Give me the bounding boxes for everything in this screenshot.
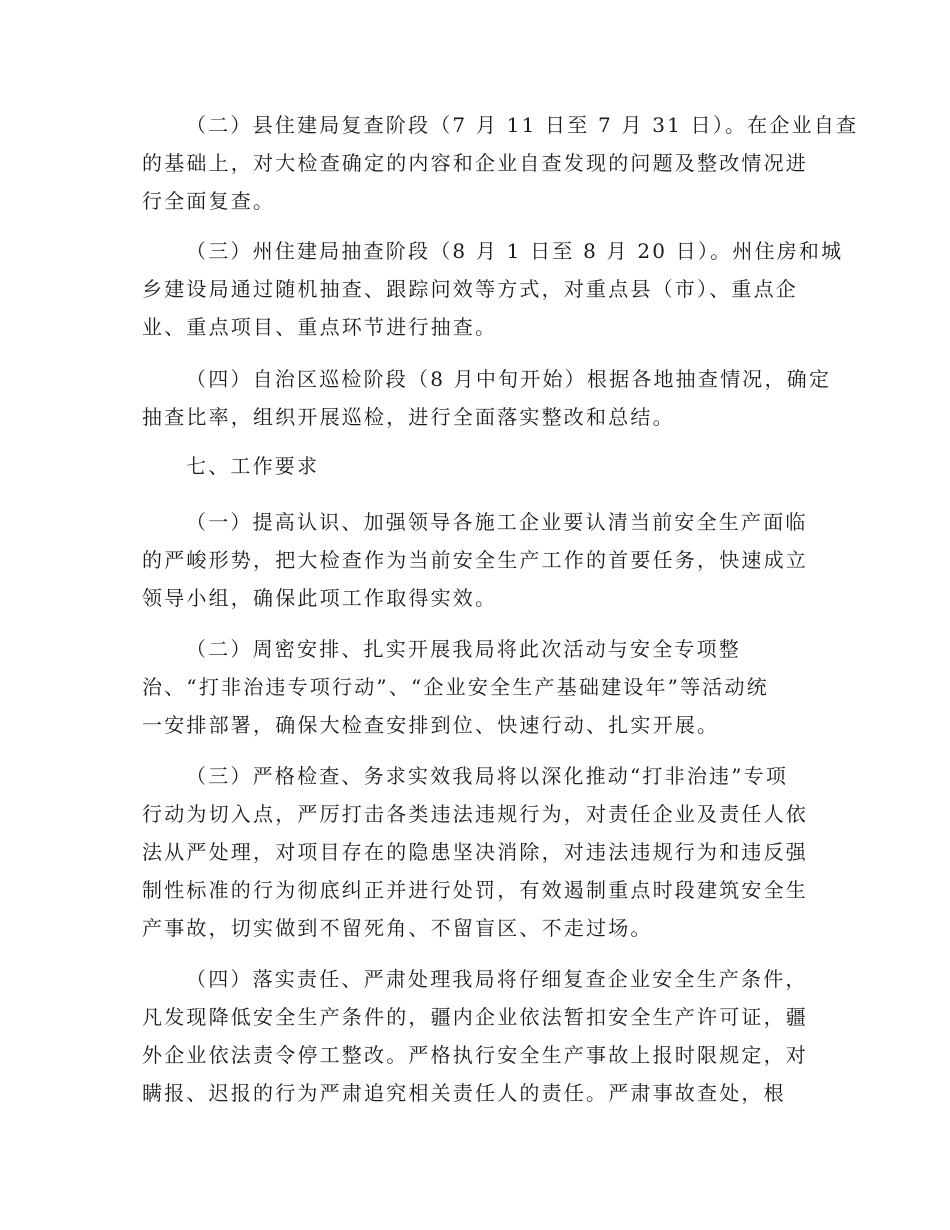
- text-line: （三）州住建局抽查阶段（8 月 1 日至 8 月 20 日）。州住房和城: [186, 239, 844, 263]
- text-line: 的基础上，对大检查确定的内容和企业自查发现的问题及整改情况进: [142, 151, 808, 175]
- text-line: 一安排部署，确保大检查安排到位、快速行动、扎实开展。: [142, 713, 720, 737]
- paragraph-requirement-responsibility: [142, 960, 822, 1112]
- text-line: （四）自治区巡检阶段（8 月中旬开始）根据各地抽查情况，确定: [186, 367, 832, 391]
- text-line: 领导小组，确保此项工作取得实效。: [142, 586, 498, 610]
- paragraph-prefecture-spot-check-stage: [142, 232, 844, 346]
- section-heading: [142, 447, 822, 485]
- text-line: 行全面复查。: [142, 189, 276, 213]
- paragraph-region-inspection-stage: [142, 360, 832, 436]
- paragraph-requirement-arrangement: [142, 630, 822, 744]
- text-line: 抽查比率，组织开展巡检，进行全面落实整改和总结。: [142, 405, 675, 429]
- text-line: （一）提高认识、加强领导各施工企业要认清当前安全生产面临: [186, 510, 808, 534]
- text-line: 外企业依法责令停工整改。严格执行安全生产事故上报时限规定，对: [142, 1043, 808, 1067]
- text-line: 行动为切入点，严厉打击各类违法违规行为，对责任企业及责任人依: [142, 802, 808, 826]
- paragraph-requirement-strict-inspection: [142, 757, 822, 947]
- paragraph-county-review-stage: [142, 106, 859, 220]
- text-line: 法从严处理，对项目存在的隐患坚决消除，对违法违规行为和违反强: [142, 840, 808, 864]
- text-line: 凡发现降低安全生产条件的，疆内企业依法暂扣安全生产许可证，疆: [142, 1005, 808, 1029]
- text-line: （二）周密安排、扎实开展我局将此次活动与安全专项整: [186, 637, 741, 661]
- text-line: （四）落实责任、严肃处理我局将仔细复查企业安全生产条件，: [186, 967, 808, 991]
- text-line: （二）县住建局复查阶段（7 月 11 日至 7 月 31 日）。在企业自查: [186, 113, 859, 137]
- text-line: 产事故，切实做到不留死角、不留盲区、不走过场。: [142, 916, 653, 940]
- paragraph-requirement-awareness: [142, 503, 822, 617]
- text-line: （三）严格检查、务求实效我局将以深化推动“打非治违”专项: [186, 764, 789, 788]
- text-line: 制性标准的行为彻底纠正并进行处罚，有效遏制重点时段建筑安全生: [142, 878, 808, 902]
- section-heading-text: 七、工作要求: [186, 454, 320, 478]
- text-line: 治、“打非治违专项行动”、“企业安全生产基础建设年”等活动统: [142, 675, 769, 699]
- text-line: 乡建设局通过随机抽查、跟踪问效等方式，对重点县（市）、重点企: [142, 277, 798, 301]
- text-line: 瞒报、迟报的行为严肃追究相关责任人的责任。严肃事故查处，根: [142, 1081, 786, 1105]
- text-line: 的严峻形势，把大检查作为当前安全生产工作的首要任务，快速成立: [142, 548, 808, 572]
- text-line: 业、重点项目、重点环节进行抽查。: [142, 315, 498, 339]
